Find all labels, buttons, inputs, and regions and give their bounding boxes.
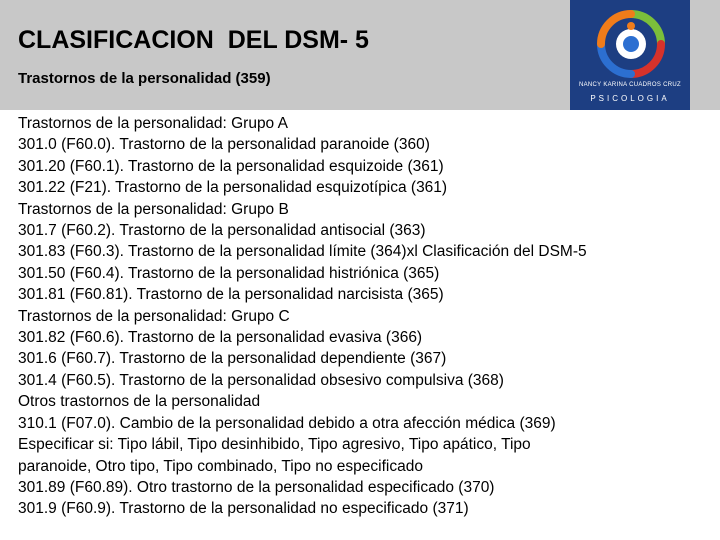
list-item: 301.7 (F60.2). Trastorno de la personalidad antisocial (363) [18,222,426,240]
logo-name: NANCY KARINA CUADROS CRUZ [578,82,682,88]
list-item: Trastornos de la personalidad: Grupo C [18,307,290,325]
list-item: 301.82 (F60.6). Trastorno de la personalidad evasiva (366) [18,329,423,347]
slide-subtitle: Trastornos de la personalidad (359) [18,70,271,87]
slide-header [0,0,720,110]
list-item: 301.22 (F21). Trastorno de la personalidad esquizotípica (361) [18,179,448,197]
list-item: 301.4 (F60.5). Trastorno de la personalidad obsesivo compulsiva (368) [18,371,504,389]
list-item: 301.83 (F60.3). Trastorno de la personalidad límite (364)xl Clasificación del DSM-5 [18,243,587,261]
list-item: 301.9 (F60.9). Trastorno de la personalidad no especificado (371) [18,500,469,518]
logo-caption: PSICOLOGIA [590,94,670,103]
list-item: Trastornos de la personalidad: Grupo A [18,115,288,132]
classification-list [18,113,708,520]
list-item: 301.20 (F60.1). Trastorno de la personalidad esquizoide (361) [18,157,444,175]
list-item: 301.89 (F60.89). Otro trastorno de la personalidad especificado (370) [18,478,495,496]
logo [570,0,690,110]
list-item: 301.50 (F60.4). Trastorno de la personalidad histriónica (365) [18,264,440,282]
list-item: paranoide, Otro tipo, Tipo combinado, Tipo no especificado [18,457,423,475]
list-item: 301.0 (F60.0). Trastorno de la personalidad paranoide (360) [18,136,430,154]
slide-title: CLASIFICACION DEL DSM- 5 [18,26,369,54]
list-item: Especificar si: Tipo lábil, Tipo desinhibido, Tipo agresivo, Tipo apático, Tipo [18,436,531,454]
list-item: Trastornos de la personalidad: Grupo B [18,200,289,218]
list-item: Otros trastornos de la personalidad [18,393,261,411]
list-item: 310.1 (F07.0). Cambio de la personalidad debido a otra afección médica (369) [18,414,556,432]
list-item: 301.6 (F60.7). Trastorno de la personalidad dependiente (367) [18,350,447,368]
psychology-logo-icon [595,8,667,80]
list-item: 301.81 (F60.81). Trastorno de la personalidad narcisista (365) [18,286,444,304]
